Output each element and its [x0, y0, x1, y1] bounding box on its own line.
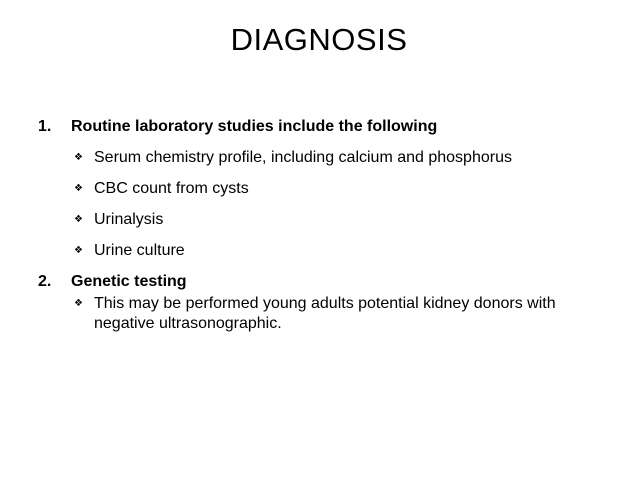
diamond-bullet-icon: ❖ [74, 298, 83, 309]
list-item [71, 210, 618, 230]
section-heading-text: Genetic testing [71, 273, 187, 290]
diamond-bullet-icon: ❖ [74, 245, 83, 256]
list-item-text: This may be performed young adults potential kidney donors with negative ultrasonographic. [94, 295, 556, 332]
list-item-text: CBC count from cysts [94, 180, 249, 197]
list-item-text: Serum chemistry profile, including calcium and phosphorus [94, 149, 512, 166]
list-item [71, 241, 618, 261]
list-item [71, 148, 618, 168]
section-routine-labs [38, 117, 618, 261]
section-heading [38, 117, 618, 137]
slide-title: DIAGNOSIS [230, 22, 408, 57]
diamond-bullet-icon: ❖ [74, 214, 83, 225]
section-number: 2. [38, 273, 52, 290]
list-item [71, 294, 618, 334]
list-item [71, 179, 618, 199]
list-item-text: Urinalysis [94, 211, 164, 228]
diamond-bullet-icon: ❖ [74, 183, 83, 194]
bullet-list [38, 148, 618, 261]
diamond-bullet-icon: ❖ [74, 152, 83, 163]
bullet-list [38, 294, 618, 334]
section-number: 1. [38, 118, 52, 135]
section-heading [38, 272, 618, 292]
section-genetic-testing [38, 272, 618, 334]
section-heading-text: Routine laboratory studies include the following [71, 118, 438, 135]
list-item-text: Urine culture [94, 242, 185, 259]
